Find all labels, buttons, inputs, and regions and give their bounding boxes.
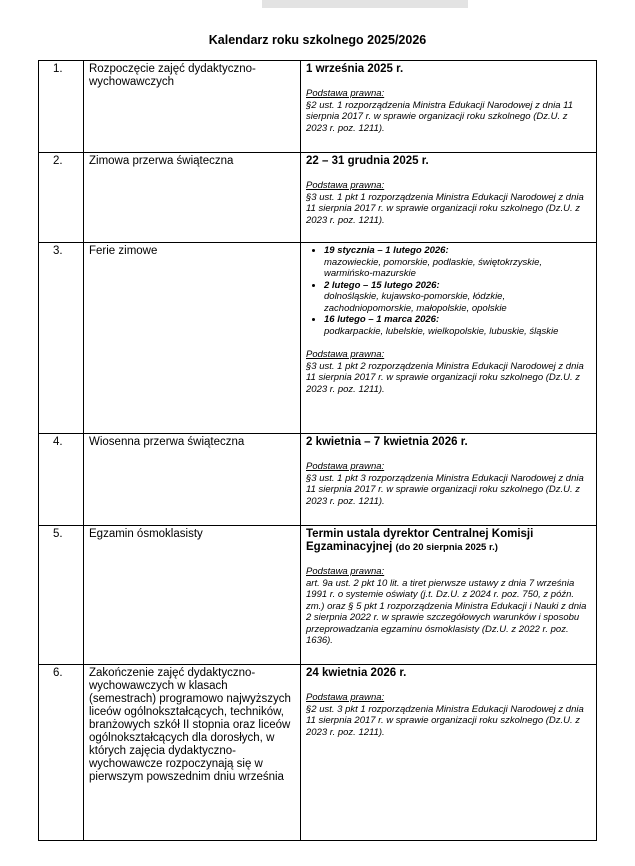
legal-basis-text: art. 9a ust. 2 pkt 10 lit. a tiret pierwsze ustawy z dnia 7 września 1991 r. o systemie oświaty (j.t. Dz.U. z 2024 r. poz. 750, z późn. zm.) oraz § 5 pkt 1 rozporządzenia Ministra Edukacji i Nauki z dnia 2 sierpnia 2022 r. w sprawie szczegółowych warunków i sposobu przeprowadzania egzaminu ósmoklasisty (Dz.U. z 2022 r. poz. 1636).	[306, 577, 587, 646]
event-name: Wiosenna przerwa świąteczna	[84, 434, 301, 526]
legal-basis-header: Podstawa prawna:	[306, 692, 385, 703]
legal-basis-text: §3 ust. 1 pkt 2 rozporządzenia Ministra Edukacji Narodowej z dnia 11 sierpnia 2017 r. w sprawie organizacji roku szkolnego (Dz.U. z 2023 r. poz. 1211).	[306, 360, 584, 395]
table-row	[39, 665, 597, 841]
winter-break-periods	[306, 245, 591, 337]
list-item	[324, 245, 591, 280]
period-dates: • 19 stycznia – 1 lutego 2026:	[324, 245, 449, 256]
row-number: 1.	[39, 61, 84, 153]
period-regions: podkarpackie, lubelskie, wielkopolskie, lubuskie, śląskie	[324, 325, 559, 337]
legal-basis-text: §3 ust. 1 pkt 3 rozporządzenia Ministra Edukacji Narodowej z dnia 11 sierpnia 2017 r. w sprawie organizacji roku szkolnego (Dz.U. z 2023 r. poz. 1211).	[306, 472, 584, 507]
legal-basis	[306, 88, 591, 134]
event-date: 22 – 31 grudnia 2025 r.	[306, 155, 429, 167]
period-regions: mazowieckie, pomorskie, podlaskie, świętokrzyskie, warmińsko-mazurskie	[324, 256, 543, 279]
legal-basis	[306, 349, 591, 395]
event-name: Zakończenie zajęć dydaktyczno-wychowawczych w klasach (semestrach) programowo najwyższych liceów ogólnokształcących, techników, branżowych szkół II stopnia oraz liceów ogólnokształcących dla dorosłych, w których zajęcia dydaktyczno-wychowawcze rozpoczynają się w pierwszym powszednim dniu września	[84, 665, 301, 841]
event-date: 2 kwietnia – 7 kwietnia 2026 r.	[306, 436, 468, 448]
event-date-cell	[301, 526, 597, 665]
legal-basis-header: Podstawa prawna:	[306, 461, 385, 472]
event-date: 24 kwietnia 2026 r.	[306, 667, 407, 679]
row-number: 3.	[39, 243, 84, 434]
event-name: Ferie zimowe	[84, 243, 301, 434]
legal-basis-header: Podstawa prawna:	[306, 349, 385, 360]
table-row	[39, 61, 597, 153]
event-date-cell	[301, 434, 597, 526]
legal-basis-text: §3 ust. 1 pkt 1 rozporządzenia Ministra Edukacji Narodowej z dnia 11 sierpnia 2017 r. w sprawie organizacji roku szkolnego (Dz.U. z 2023 r. poz. 1211).	[306, 191, 584, 226]
legal-basis-header: Podstawa prawna:	[306, 88, 385, 99]
legal-basis	[306, 566, 591, 647]
period-dates: • 16 lutego – 1 marca 2026:	[324, 314, 440, 325]
list-item	[324, 280, 591, 315]
table-row	[39, 243, 597, 434]
period-regions: dolnośląskie, kujawsko-pomorskie, łódzkie, zachodniopomorskie, małopolskie, opolskie	[324, 291, 507, 314]
row-number: 2.	[39, 153, 84, 243]
event-name: Zimowa przerwa świąteczna	[84, 153, 301, 243]
calendar-table	[38, 60, 597, 841]
event-name: Rozpoczęcie zajęć dydaktyczno-wychowawczych	[84, 61, 301, 153]
exam-date-text: Termin ustala dyrektor Centralnej Komisji Egzaminacyjnej	[306, 528, 534, 553]
table-row	[39, 434, 597, 526]
period-dates: • 2 lutego – 15 lutego 2026:	[324, 279, 440, 291]
event-date	[306, 528, 591, 554]
event-name: Egzamin ósmoklasisty	[84, 526, 301, 665]
legal-basis	[306, 692, 591, 738]
event-date-cell	[301, 243, 597, 434]
event-date-cell	[301, 665, 597, 841]
legal-basis-text: §2 ust. 1 rozporządzenia Ministra Edukacji Narodowej z dnia 11 sierpnia 2017 r. w sprawie organizacji roku szkolnego (Dz.U. z 2023 r. poz. 1211).	[306, 99, 574, 134]
legal-basis	[306, 180, 591, 226]
row-number: 4.	[39, 434, 84, 526]
legal-basis	[306, 461, 591, 507]
legal-basis-text: §2 ust. 3 pkt 1 rozporządzenia Ministra Edukacji Narodowej z dnia 11 sierpnia 2017 r. w sprawie organizacji roku szkolnego (Dz.U. z 2023 r. poz. 1211).	[306, 703, 584, 738]
event-date: 1 września 2025 r.	[306, 63, 404, 75]
event-date-cell	[301, 153, 597, 243]
list-item	[324, 314, 591, 337]
table-row	[39, 153, 597, 243]
viewer-top-bar	[0, 0, 635, 10]
row-number: 5.	[39, 526, 84, 665]
viewer-tab-strip	[262, 0, 468, 8]
document-title: Kalendarz roku szkolnego 2025/2026	[208, 33, 427, 47]
exam-date-note: (do 20 sierpnia 2025 r.)	[395, 542, 498, 553]
table-row	[39, 526, 597, 665]
row-number: 6.	[39, 665, 84, 841]
event-date-cell	[301, 61, 597, 153]
legal-basis-header: Podstawa prawna:	[306, 566, 385, 577]
legal-basis-header: Podstawa prawna:	[306, 180, 385, 191]
